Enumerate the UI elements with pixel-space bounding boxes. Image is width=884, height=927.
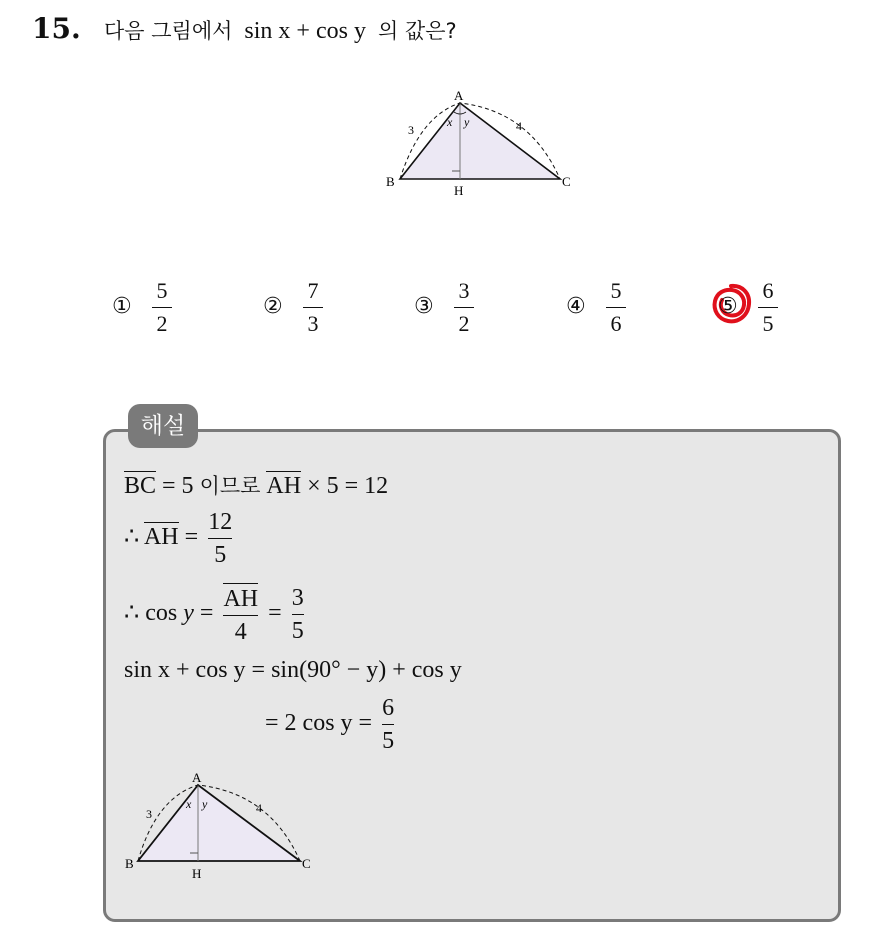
choice-4-mark: ④ — [566, 294, 586, 319]
triangle-fill — [400, 103, 560, 179]
question-text-ko-end: 의 값은? — [377, 19, 457, 43]
solution-vertex-a-label: A — [192, 770, 202, 785]
choice-4-fraction: 5 6 — [606, 278, 626, 337]
solution-triangle-figure — [122, 768, 322, 880]
choice-3-fraction: 3 2 — [454, 278, 474, 337]
solution-line-3: ∴ cos y = $\frac{AH}{4}$ = $\frac{3}{5}$ — [124, 585, 304, 645]
solution-vertex-c-label: C — [302, 856, 311, 871]
question-number: 15. — [32, 12, 81, 45]
triangle-figure — [380, 86, 580, 196]
solution-side-ab-label: 3 — [146, 807, 152, 821]
solution-side-ac-label: 4 — [256, 801, 262, 815]
side-ac-label: 4 — [516, 119, 522, 133]
choice-3-mark: ③ — [414, 294, 434, 319]
solution-line-2: ∴ AH = $\frac{12}{5}$ — [124, 509, 233, 568]
solution-angle-x-label: x — [186, 797, 192, 811]
choice-5-mark: ⑤ — [718, 294, 738, 319]
solution-vertex-h-label: H — [192, 866, 202, 880]
choice-5-fraction: 6 5 — [758, 278, 778, 337]
choice-1-fraction: 5 2 — [152, 278, 172, 337]
angle-x-label: x — [447, 115, 453, 129]
solution-angle-y-label: y — [202, 797, 208, 811]
vertex-b-label: B — [386, 174, 395, 189]
choice-2[interactable] — [263, 278, 323, 342]
choice-3[interactable] — [414, 278, 474, 342]
choice-5[interactable] — [718, 278, 778, 342]
choice-2-fraction: 7 3 — [303, 278, 323, 337]
vertex-h-label: H — [454, 183, 464, 196]
solution-vertex-b-label: B — [125, 856, 134, 871]
vertex-a-label: A — [454, 88, 464, 103]
choice-1[interactable] — [112, 278, 172, 342]
side-ab-label: 3 — [408, 123, 414, 137]
solution-line-4: sin x + cos y = sin(90° − y) + cos y — [124, 657, 462, 683]
solution-line-5: = 2 cos y = $\frac{6}{5}$ — [265, 695, 395, 754]
question-text-ko: 다음 그림에서 — [104, 19, 233, 43]
choice-4[interactable] — [566, 278, 626, 342]
choice-2-mark: ② — [263, 294, 283, 319]
solution-line-1: BC = 5 이므로 AH × 5 = 12 — [124, 473, 389, 499]
question-expression: sin x + cos y — [244, 18, 366, 44]
choice-1-mark: ① — [112, 294, 132, 319]
vertex-c-label: C — [562, 174, 571, 189]
question-text — [104, 15, 457, 45]
angle-y-label: y — [464, 115, 470, 129]
solution-tag: 해설 — [128, 404, 198, 448]
